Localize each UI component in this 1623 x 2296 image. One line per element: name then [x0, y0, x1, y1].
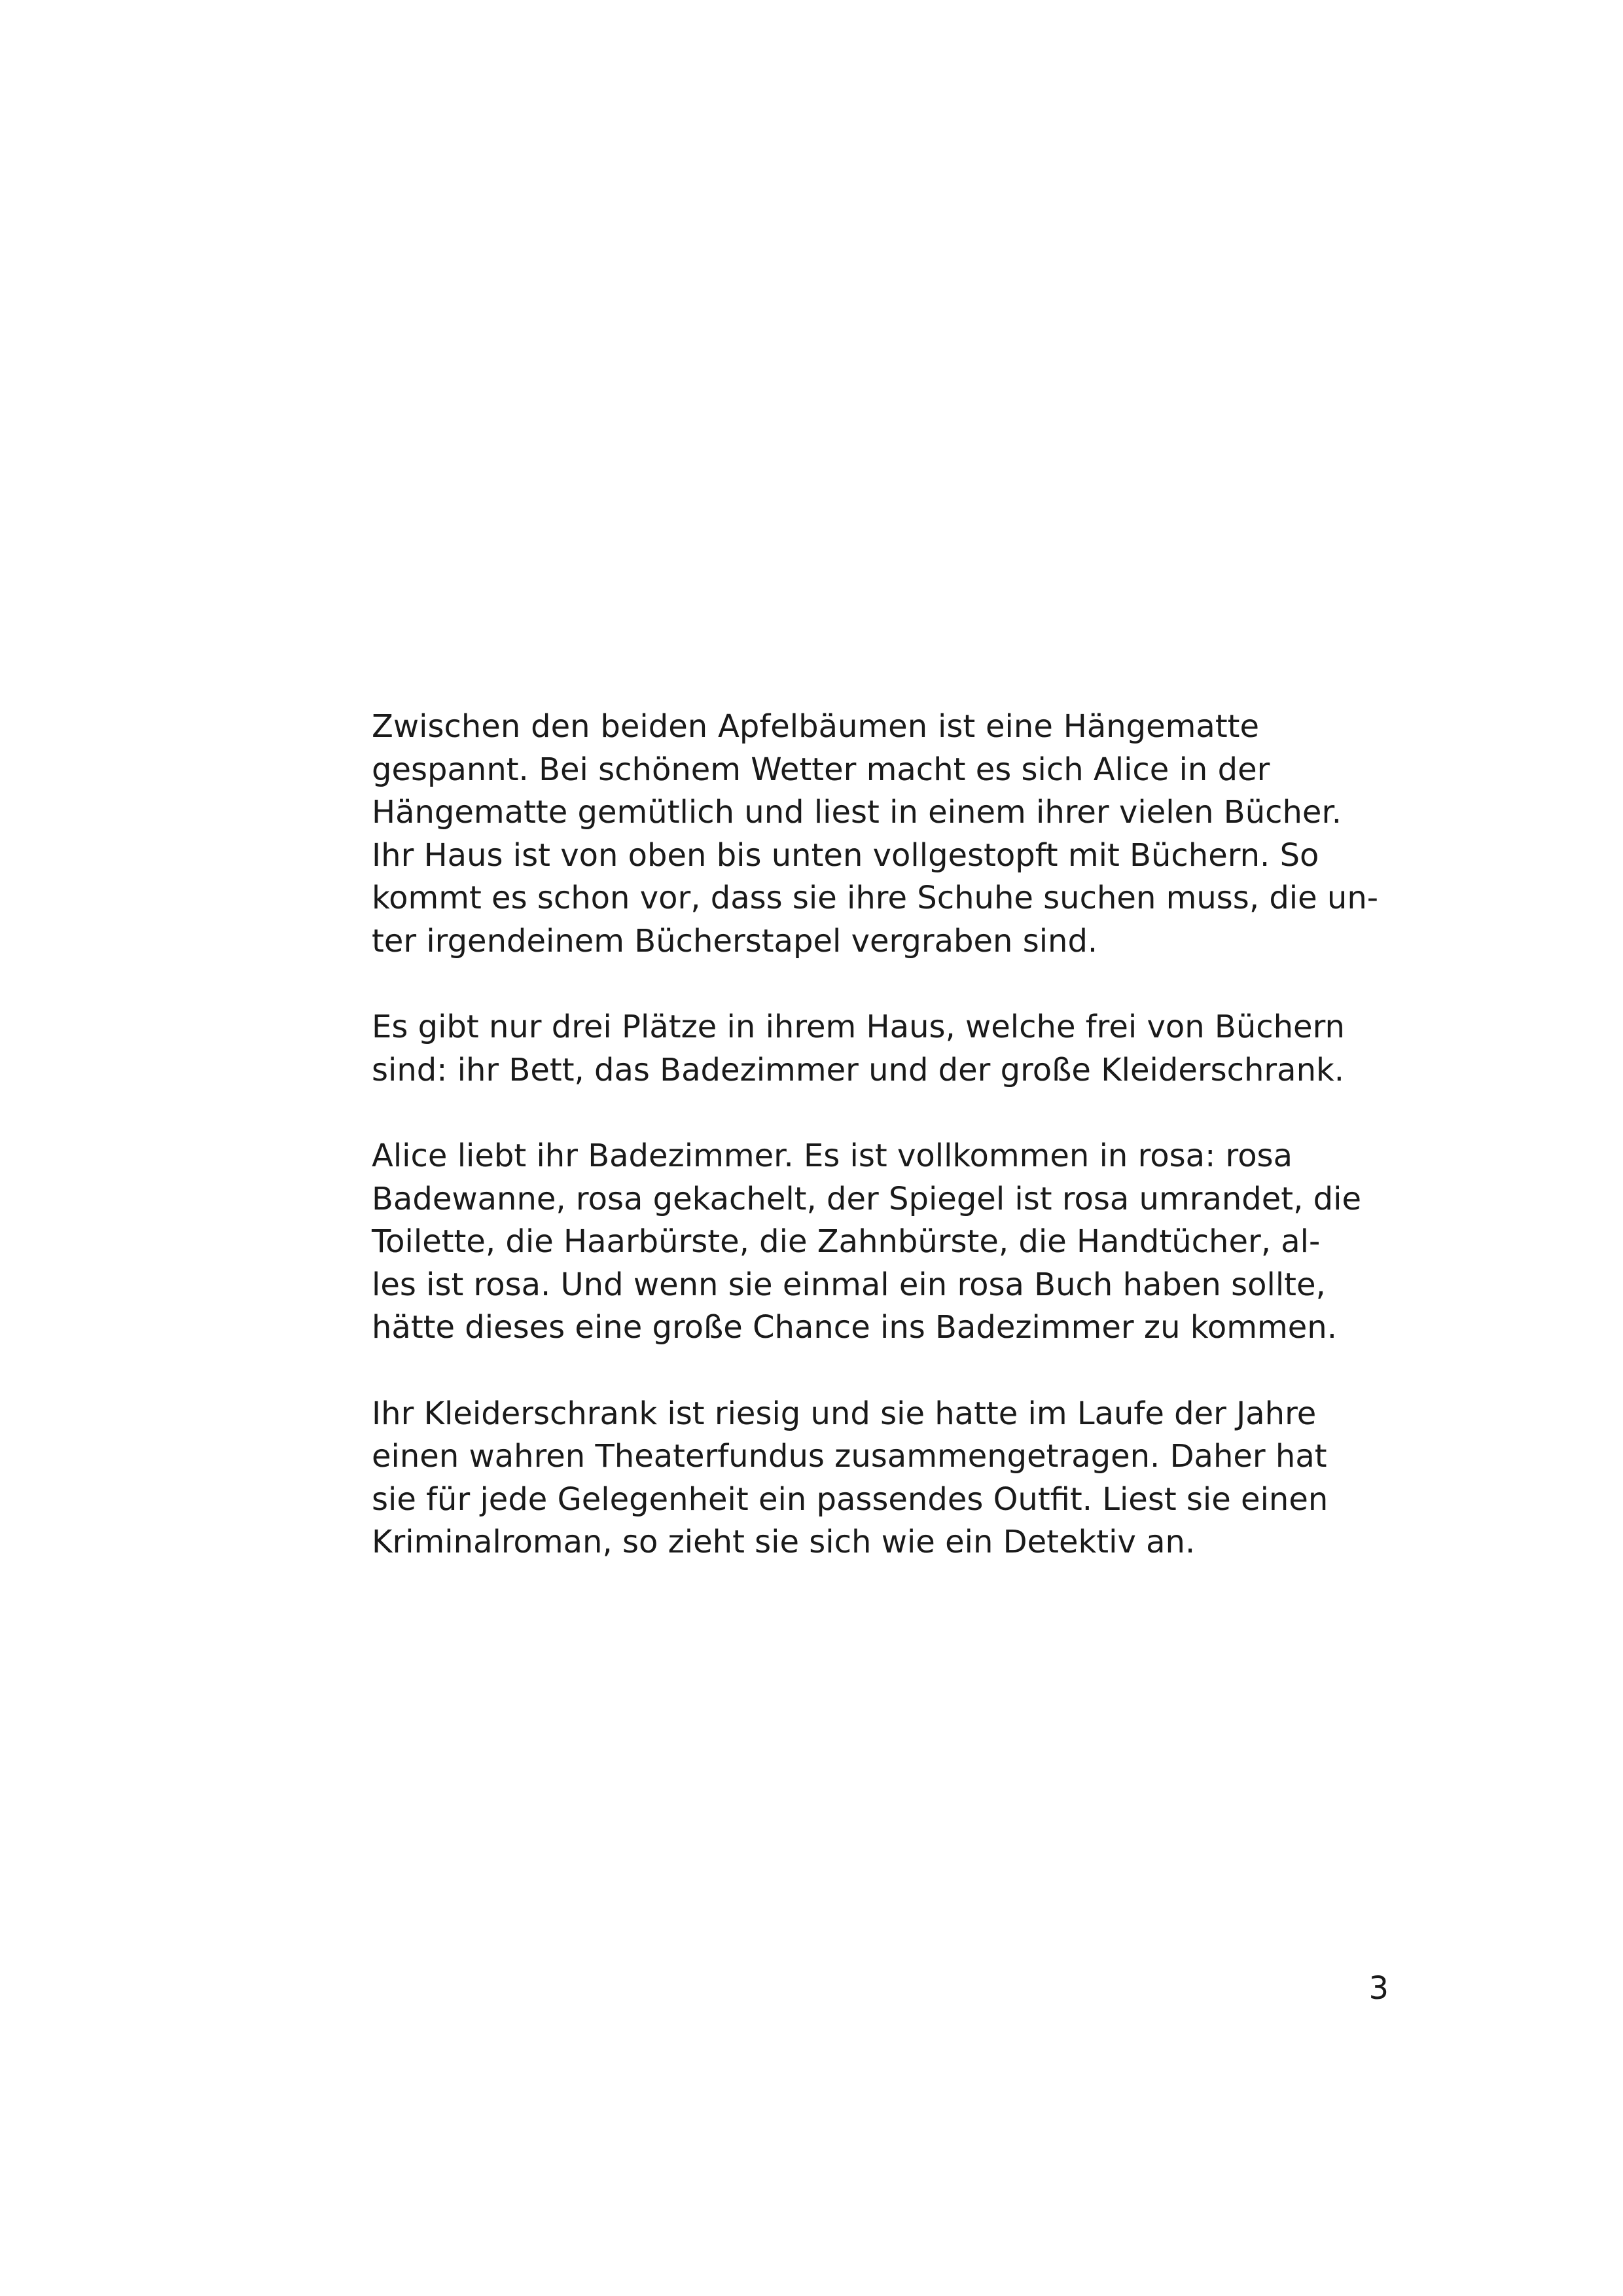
body-text	[372, 706, 1379, 1564]
page-number: 3	[1368, 1970, 1389, 2007]
paragraph-bathroom	[372, 1135, 1361, 1350]
text-line: Kriminalroman, so zieht sie sich wie ein Detektiv an.	[372, 1524, 1196, 1561]
text-line: ter irgendeinem Bücherstapel vergraben sind.	[372, 922, 1098, 960]
text-line: kommt es schon vor, dass sie ihre Schuhe suchen muss, die un-	[372, 880, 1379, 917]
text-line: sie für jede Gelegenheit ein passendes Outfit. Liest sie einen	[372, 1480, 1329, 1518]
text-line: Ihr Haus ist von oben bis unten vollgestopft mit Büchern. So	[372, 836, 1319, 874]
paragraph-book-free-places	[372, 1006, 1345, 1092]
text-line: Es gibt nur drei Plätze in ihrem Haus, welche frei von Büchern	[372, 1009, 1345, 1046]
paragraph-wardrobe	[372, 1393, 1329, 1564]
text-line: Ihr Kleiderschrank ist riesig und sie hatte im Laufe der Jahre	[372, 1395, 1317, 1432]
text-line: Zwischen den beiden Apfelbäumen ist eine Hängematte	[372, 708, 1259, 745]
paragraph-hammock	[372, 706, 1379, 963]
text-line: Alice liebt ihr Badezimmer. Es ist vollkommen in rosa: rosa	[372, 1137, 1293, 1174]
text-line: les ist rosa. Und wenn sie einmal ein rosa Buch haben sollte,	[372, 1266, 1326, 1303]
text-line: sind: ihr Bett, das Badezimmer und der große Kleiderschrank.	[372, 1051, 1345, 1088]
text-line: Hängematte gemütlich und liest in einem ihrer vielen Bücher.	[372, 794, 1342, 831]
text-line: hätte dieses eine große Chance ins Badezimmer zu kommen.	[372, 1309, 1337, 1346]
text-line: Toilette, die Haarbürste, die Zahnbürste, die Handtücher, al-	[372, 1223, 1321, 1261]
text-line: einen wahren Theaterfundus zusammengetragen. Daher hat	[372, 1438, 1327, 1475]
text-line: gespannt. Bei schönem Wetter macht es sich Alice in der	[372, 751, 1270, 788]
text-line: Badewanne, rosa gekachelt, der Spiegel ist rosa umrandet, die	[372, 1180, 1361, 1217]
